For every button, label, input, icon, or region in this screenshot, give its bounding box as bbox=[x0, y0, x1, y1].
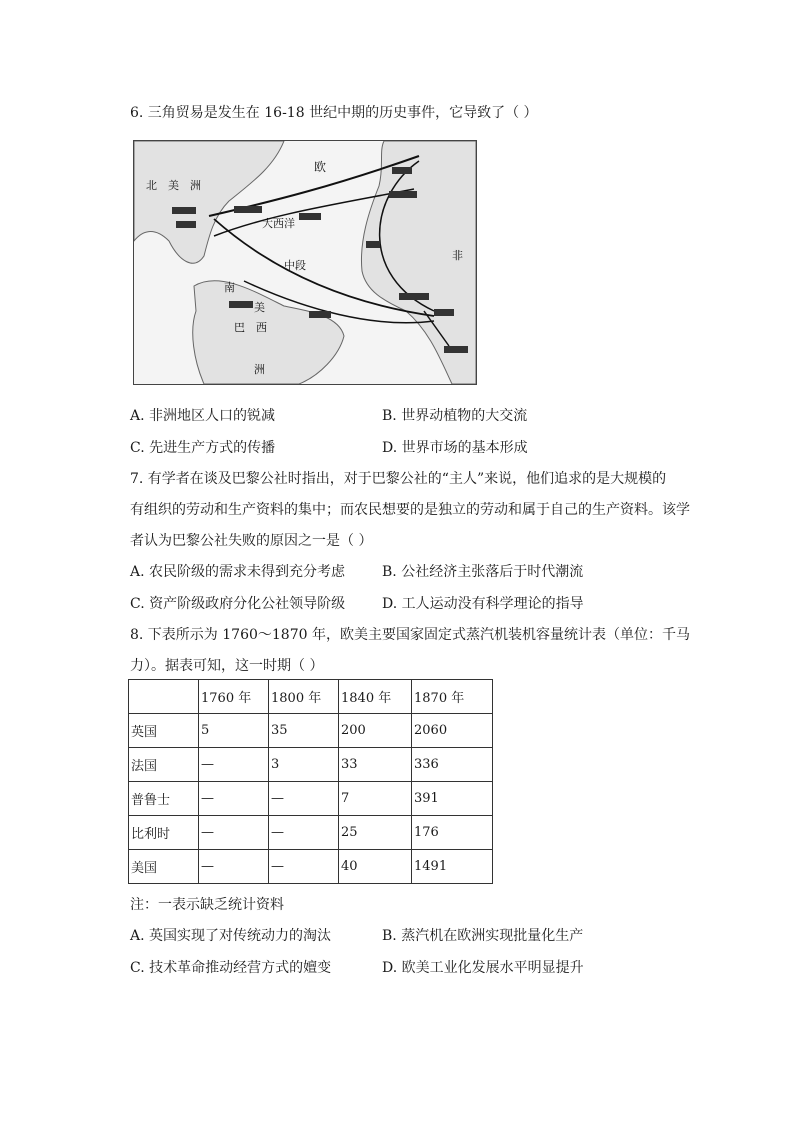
question-7-line-3: 者认为巴黎公社失败的原因之一是（ ） bbox=[130, 533, 373, 549]
q6-option-a[interactable]: A. 非洲地区人口的锐减 bbox=[130, 408, 276, 424]
map-label-south: 南 bbox=[224, 281, 235, 294]
q6-option-c[interactable]: C. 先进生产方式的传播 bbox=[130, 440, 276, 456]
table-cell: 英国 bbox=[129, 714, 199, 748]
q8-option-c[interactable]: C. 技术革命推动经营方式的嬗变 bbox=[130, 960, 332, 976]
table-cell: — bbox=[199, 850, 269, 884]
steam-engine-table bbox=[128, 679, 493, 884]
table-cell: 比利时 bbox=[129, 816, 199, 850]
map-label-america: 美 bbox=[254, 301, 265, 314]
table-cell: 普鲁士 bbox=[129, 782, 199, 816]
table-cell: 40 bbox=[339, 850, 412, 884]
question-6-stem: 6. 三角贸易是发生在 16-18 世纪中期的历史事件，它导致了（ ） bbox=[130, 105, 538, 121]
table-cell: 176 bbox=[412, 816, 493, 850]
q8-option-b[interactable]: B. 蒸汽机在欧洲实现批量化生产 bbox=[382, 928, 584, 944]
table-cell: — bbox=[269, 816, 339, 850]
table-note: 注：一表示缺乏统计资料 bbox=[130, 897, 284, 913]
q7-option-d[interactable]: D. 工人运动没有科学理论的指导 bbox=[382, 596, 584, 612]
table-row bbox=[129, 714, 493, 748]
table-row bbox=[129, 748, 493, 782]
triangular-trade-map bbox=[133, 140, 477, 385]
table-cell: 2060 bbox=[412, 714, 493, 748]
table-cell: 35 bbox=[269, 714, 339, 748]
table-cell: 391 bbox=[412, 782, 493, 816]
table-header-cell: 1800 年 bbox=[269, 680, 339, 714]
map-label-brazil: 巴 西 bbox=[234, 321, 267, 334]
map-label-europe: 欧 bbox=[314, 160, 327, 174]
q8-option-a[interactable]: A. 英国实现了对传统动力的淘汰 bbox=[130, 928, 332, 944]
q6-option-b[interactable]: B. 世界动植物的大交流 bbox=[382, 408, 528, 424]
map-label-africa: 非 bbox=[452, 249, 463, 262]
table-cell: — bbox=[269, 850, 339, 884]
q7-option-c[interactable]: C. 资产阶级政府分化公社领导阶级 bbox=[130, 596, 346, 612]
map-label-middle-passage: 中段 bbox=[284, 259, 306, 272]
table-cell: — bbox=[199, 748, 269, 782]
question-8-line-2: 力）。据表可知，这一时期（ ） bbox=[130, 658, 324, 674]
table-header-cell: 1870 年 bbox=[412, 680, 493, 714]
table-row bbox=[129, 782, 493, 816]
table-header-row bbox=[129, 680, 493, 714]
table-cell: 1491 bbox=[412, 850, 493, 884]
table-header-cell: 1760 年 bbox=[199, 680, 269, 714]
map-figure bbox=[134, 141, 476, 384]
map-label-continent: 洲 bbox=[254, 363, 265, 376]
table-cell: — bbox=[269, 782, 339, 816]
table-header-cell bbox=[129, 680, 199, 714]
table-cell: 336 bbox=[412, 748, 493, 782]
question-7-line-2: 有组织的劳动和生产资料的集中；而农民想要的是独立的劳动和属于自己的生产资料。该学 bbox=[130, 502, 690, 518]
map-label-atlantic: 大西洋 bbox=[262, 217, 295, 230]
table-cell: 5 bbox=[199, 714, 269, 748]
table-cell: 25 bbox=[339, 816, 412, 850]
table-cell: — bbox=[199, 816, 269, 850]
table-cell: 3 bbox=[269, 748, 339, 782]
q8-option-d[interactable]: D. 欧美工业化发展水平明显提升 bbox=[382, 960, 584, 976]
q7-option-b[interactable]: B. 公社经济主张落后于时代潮流 bbox=[382, 564, 584, 580]
q7-option-a[interactable]: A. 农民阶级的需求未得到充分考虑 bbox=[130, 564, 346, 580]
table-cell: — bbox=[199, 782, 269, 816]
question-8-line-1: 8. 下表所示为 1760～1870 年，欧美主要国家固定式蒸汽机装机容量统计表（单位：千马 bbox=[130, 627, 690, 643]
table-header-cell: 1840 年 bbox=[339, 680, 412, 714]
table-cell: 7 bbox=[339, 782, 412, 816]
table-row bbox=[129, 816, 493, 850]
question-7-line-1: 7. 有学者在谈及巴黎公社时指出，对于巴黎公社的“主人”来说，他们追求的是大规模的 bbox=[130, 471, 667, 487]
table-cell: 33 bbox=[339, 748, 412, 782]
table-cell: 200 bbox=[339, 714, 412, 748]
table-row bbox=[129, 850, 493, 884]
table-cell: 法国 bbox=[129, 748, 199, 782]
q6-option-d[interactable]: D. 世界市场的基本形成 bbox=[382, 440, 528, 456]
map-label-north-america: 北 美 洲 bbox=[146, 179, 201, 192]
table-cell: 美国 bbox=[129, 850, 199, 884]
